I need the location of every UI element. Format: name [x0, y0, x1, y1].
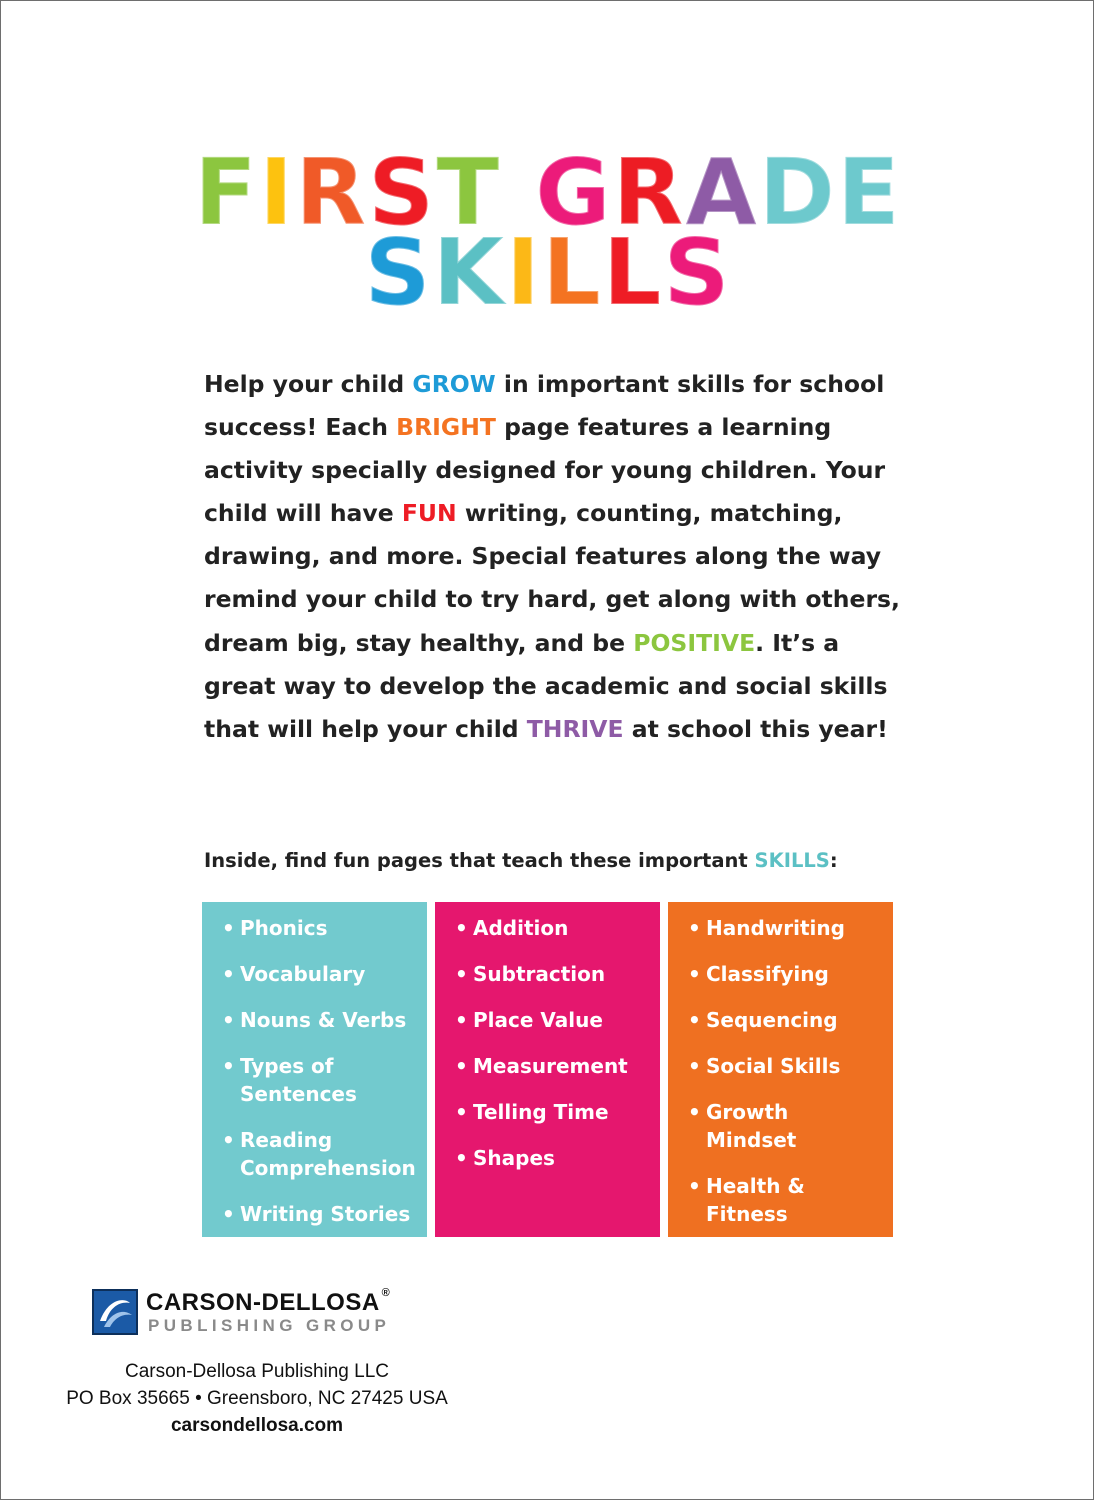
highlight-word: FUN — [401, 499, 457, 528]
description-text: success! Each — [204, 413, 397, 442]
title-line-1-letter: R — [295, 139, 369, 246]
skills-intro — [204, 849, 838, 872]
description — [204, 363, 904, 751]
description-text: remind your child to try hard, get along with others, — [204, 585, 900, 614]
postal-address: PO Box 35665 • Greensboro, NC 27425 USA — [66, 1388, 448, 1409]
publisher-logo-subtitle: PUBLISHING GROUP — [148, 1316, 391, 1335]
description-line — [204, 665, 904, 708]
description-text: great way to develop the academic and social skills — [204, 671, 888, 700]
title-line-2-letter: I — [505, 219, 543, 326]
description-text: drawing, and more. Special features along the way — [204, 542, 882, 571]
skill-item: • Shapes — [455, 1144, 650, 1172]
company-name: Carson-Dellosa Publishing LLC — [124, 1361, 390, 1382]
highlight-word: POSITIVE — [633, 628, 756, 657]
title-line-2-letter: S — [364, 219, 433, 326]
website: carsondellosa.com — [170, 1415, 344, 1436]
description-line — [204, 406, 904, 449]
skill-item: • Telling Time — [455, 1098, 650, 1126]
skill-item: • Classifying — [688, 960, 883, 988]
description-text: in important skills for school — [495, 370, 885, 398]
description-line — [204, 363, 904, 406]
skill-item: • Health & Fitness — [688, 1172, 883, 1228]
skills-column-language — [202, 902, 427, 1237]
title-line-1-letter: A — [685, 139, 759, 246]
skills-column-math — [435, 902, 660, 1237]
publisher-address-block — [52, 1358, 462, 1439]
description-text: page features a learning — [495, 413, 832, 442]
description-text: Help your child — [204, 370, 413, 398]
skill-item: • Growth Mindset — [688, 1098, 883, 1154]
title-line-1-letter: T — [436, 139, 502, 246]
title-line-2-letter: L — [602, 219, 664, 326]
registered-mark: ® — [381, 1287, 391, 1299]
description-line — [204, 578, 904, 621]
skill-item: • Place Value — [455, 1006, 650, 1034]
title-line-2-letter: K — [432, 219, 506, 326]
title-line-1-letter: R — [612, 139, 686, 246]
skill-item: • Phonics — [222, 914, 417, 942]
skill-item: • Vocabulary — [222, 960, 417, 988]
description-line — [204, 622, 904, 665]
skills-intro-text: Inside, find fun pages that teach these important — [204, 849, 755, 872]
skill-item: • Nouns & Verbs — [222, 1006, 417, 1034]
description-text: that will help your child — [204, 714, 527, 743]
skill-item: • Subtraction — [455, 960, 650, 988]
description-line — [204, 449, 904, 492]
description-line — [204, 535, 904, 578]
skill-item: • Sequencing — [688, 1006, 883, 1034]
description-text: child will have — [204, 499, 402, 528]
skills-column-life — [668, 902, 893, 1237]
skill-item: • Handwriting — [688, 914, 883, 942]
publisher-logo-name: CARSON-DELLOSA ® — [146, 1287, 391, 1316]
title-line-1-letter: S — [368, 139, 437, 246]
publisher-logo — [92, 1289, 422, 1339]
title-line-1-letter: G — [535, 139, 613, 246]
highlight-word: THRIVE — [526, 714, 624, 743]
title-line-1-letter: I — [258, 139, 296, 246]
description-text: activity specially designed for young children. Your — [204, 456, 886, 485]
description-text: writing, counting, matching, — [456, 499, 843, 528]
highlight-word: GROW — [412, 370, 496, 398]
description-text: . It’s a — [755, 628, 840, 657]
description-line — [204, 708, 904, 751]
title-line-2 — [1, 219, 1094, 337]
skills-intro-colon: : — [829, 849, 838, 872]
publisher-logo-icon — [92, 1289, 138, 1335]
description-text: dream big, stay healthy, and be — [204, 628, 634, 657]
skill-item: • Reading Comprehension — [222, 1126, 417, 1182]
skill-item: • Addition — [455, 914, 650, 942]
title-line-1-letter: D — [758, 139, 838, 246]
skill-item: • Social Skills — [688, 1052, 883, 1080]
title-line-2-letter: S — [663, 219, 732, 326]
description-line — [204, 492, 904, 535]
skill-item: • Writing Stories — [222, 1200, 417, 1228]
title-line-2-letter: L — [542, 219, 603, 326]
skill-item: • Types of Sentences — [222, 1052, 417, 1108]
title-line-1-letter: F — [194, 139, 259, 246]
highlight-word: BRIGHT — [396, 413, 496, 442]
description-text: at school this year! — [623, 714, 888, 743]
skills-intro-highlight: SKILLS — [754, 849, 830, 872]
title-line-1-letter: E — [837, 139, 902, 246]
skill-item: • Measurement — [455, 1052, 650, 1080]
